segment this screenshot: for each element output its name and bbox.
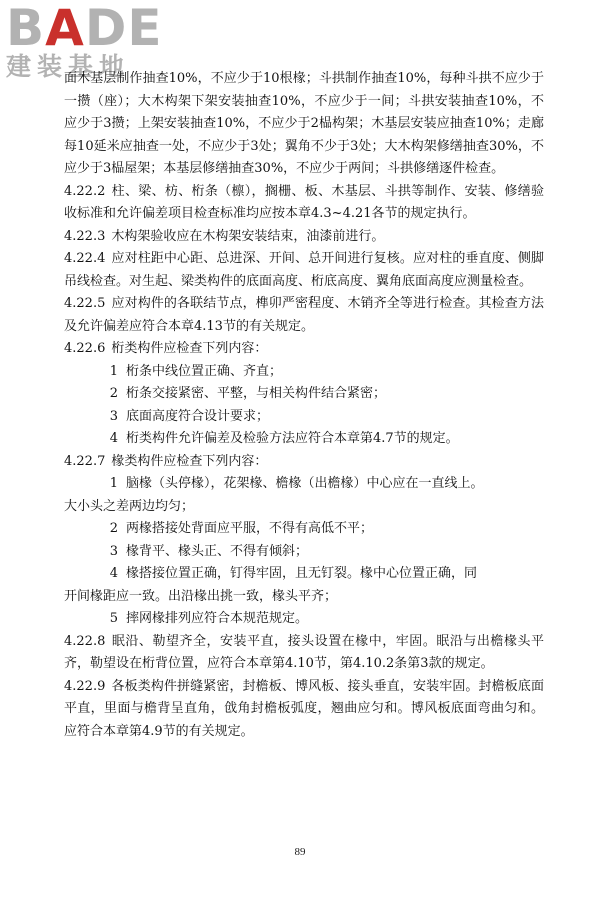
list-item-continuation: 大小头之差两边均匀； — [64, 498, 195, 514]
clause-text: 眠沿、勒望齐全，安装平直，接头设置在椽中，牢固。眠沿与出檐椽头平齐，勒望设在桁背位置，应符合本章第4.10节，第4.10.2条第3款的规定。 — [64, 633, 544, 671]
list-item — [64, 473, 544, 496]
list-item — [64, 518, 544, 541]
list-text: 桁类构件允许偏差及检验方法应符合本章第4.7节的规定。 — [126, 431, 459, 446]
list-index: 2 — [109, 521, 118, 536]
list-item — [64, 541, 544, 564]
list-text: 桁条交接紧密、平整，与相关构件结合紧密； — [126, 386, 387, 401]
clause-4-22-2 — [64, 181, 544, 226]
clause-number: 4.22.8 — [64, 633, 106, 649]
list-text: 脑椽（头停椽），花架椽、檐椽（出檐椽）中心应在一直线上。 — [126, 476, 484, 491]
clause-text: 木构架验收应在木构架安装结束，油漆前进行。 — [111, 228, 385, 244]
list-index: 3 — [109, 408, 118, 424]
list-index: 2 — [109, 386, 118, 401]
clause-text: 柱、梁、枋、桁条（檩），搁栅、板、木基层、斗拱等制作、安装、修缮验收标准和允许偏差项目检查标准均应按本章4.3~4.21各节的规定执行。 — [64, 183, 544, 221]
list-item — [64, 608, 544, 631]
clause-4-22-3 — [64, 226, 544, 249]
clause-4-22-6 — [64, 338, 544, 361]
list-text: 底面高度符合设计要求； — [126, 408, 270, 424]
clause-4-22-7 — [64, 451, 544, 474]
list-text: 椽搭接位置正确，钉得牢固，且无钉裂。椽中心位置正确，同 — [126, 566, 478, 581]
list-index: 4 — [109, 566, 118, 581]
clause-text: 椽类构件应检查下列内容： — [111, 453, 268, 469]
clause-number: 4.22.6 — [64, 341, 106, 356]
list-item-continuation: 开间椽距应一致。出沿椽出挑一致，椽头平齐； — [64, 588, 338, 604]
list-index: 1 — [109, 476, 118, 491]
clause-text: 应对构件的各联结节点，榫卯严密程度、木销齐全等进行检查。其检查方法及允许偏差应符合本章4.13节的有关规定。 — [64, 296, 544, 334]
list-text: 椽背平、椽头正、不得有倾斜； — [126, 543, 309, 559]
list-index: 1 — [109, 363, 118, 379]
clause-text: 应对柱距中心距、总进深、开间、总开间进行复核。应对柱的垂直度、侧脚吊线检查。对生起、梁类构件的底面高度、桁底高度、翼角底面高度应测量检查。 — [64, 251, 544, 289]
list-item — [64, 406, 544, 429]
intro-paragraph: 面木基层制作抽查10%，不应少于10根椽；斗拱制作抽查10%，每种斗拱不应少于一攒（座）；大木构架下架安装抽查10%，不应少于一间；斗拱安装抽查10%，不应少于3攒；上架安装抽查10%，不应少于2榀构架；木基层安装应抽查10%；走廊每10延米应抽查一处，不应少于3处；翼角不少于3处；大木构架修缮抽查30%，不应少于3榀屋架；本基层修缮抽查30%，不应少于两间；斗拱修缮逐件检查。 — [64, 71, 544, 176]
list-text: 摔网椽排列应符合本规范规定。 — [126, 611, 309, 626]
clause-number: 4.22.9 — [64, 678, 106, 694]
clause-number: 4.22.7 — [64, 453, 106, 469]
clause-4-22-5 — [64, 293, 544, 338]
list-text: 两椽搭接处背面应平服，不得有高低不平； — [126, 521, 374, 536]
list-index: 4 — [109, 431, 118, 446]
clause-text: 桁类构件应检查下列内容： — [111, 341, 268, 356]
clause-number: 4.22.4 — [64, 251, 106, 266]
page-content — [64, 68, 544, 743]
logo-subtitle: 建装基地 — [6, 52, 131, 81]
list-item — [64, 428, 544, 451]
list-index: 3 — [109, 543, 118, 559]
logo-wordmark: BADE — [6, 0, 163, 57]
clause-text: 各板类构件拼缝紧密，封檐板、博风板、接头垂直，安装牢固。封檐板底面平直，里面与檐背呈直角，戗角封檐板弧度，翘曲应匀和。博风板底面弯曲匀和。应符合本章第4.9节的有关规定。 — [64, 678, 544, 739]
list-index: 5 — [109, 611, 118, 626]
clause-4-22-9 — [64, 676, 544, 744]
list-item — [64, 361, 544, 384]
list-item — [64, 383, 544, 406]
list-item — [64, 563, 544, 586]
list-text: 桁条中线位置正确、齐直； — [126, 363, 283, 379]
clause-number: 4.22.3 — [64, 228, 106, 244]
clause-number: 4.22.2 — [64, 183, 106, 199]
clause-4-22-8 — [64, 631, 544, 676]
clause-number: 4.22.5 — [64, 296, 106, 311]
clause-4-22-4 — [64, 248, 544, 293]
page-number: 89 — [294, 846, 306, 858]
